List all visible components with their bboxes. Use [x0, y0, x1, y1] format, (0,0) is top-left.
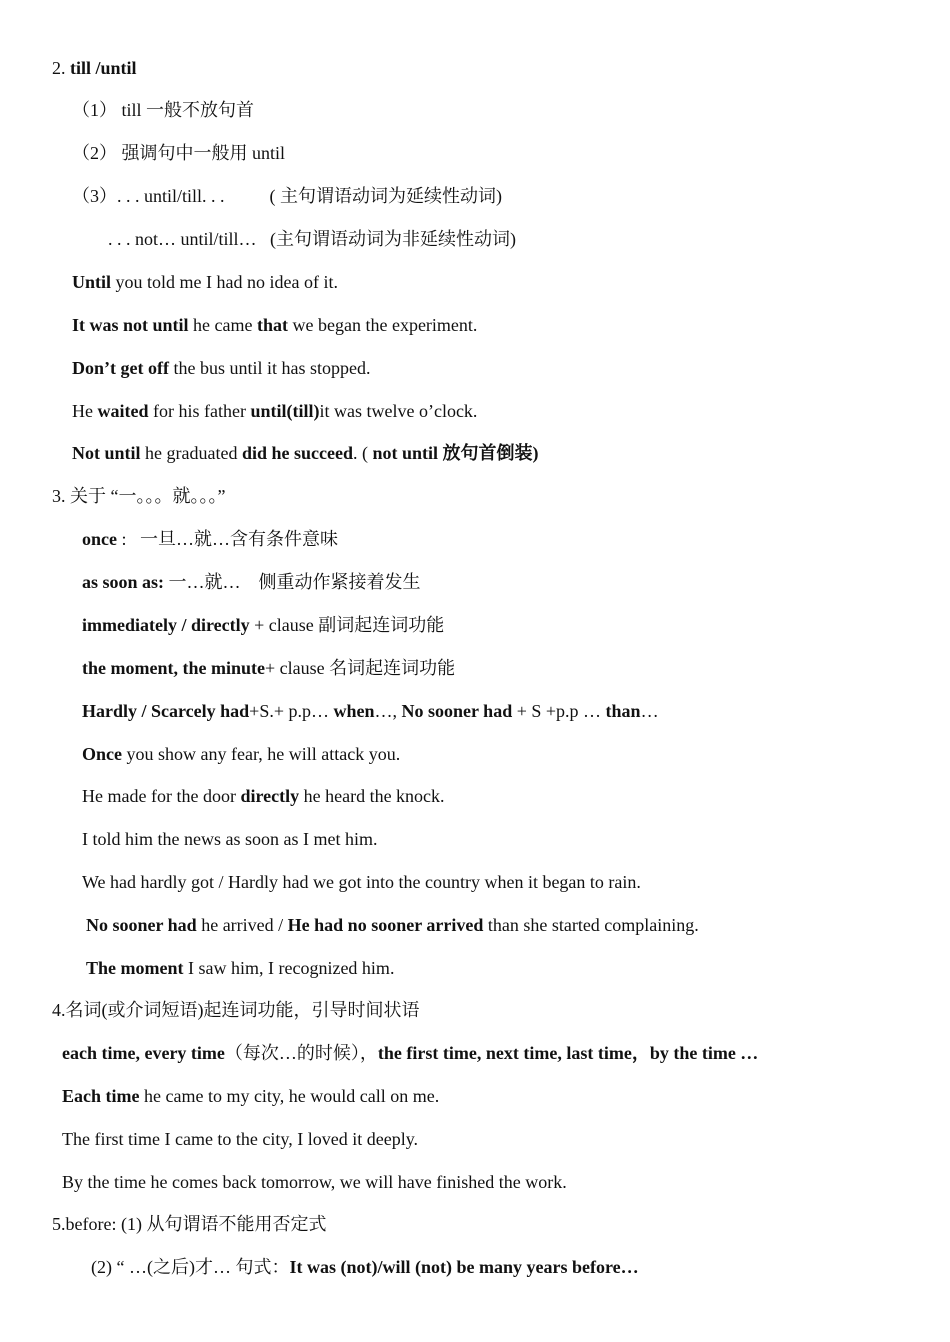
text: it was twelve o’clock. [319, 401, 478, 421]
text: …, [374, 701, 402, 721]
once-example-4 [82, 871, 641, 893]
text: the bus until it has stopped. [168, 358, 371, 378]
once-example-3 [82, 828, 377, 850]
text: I told him the news as soon as I met him. [82, 829, 378, 849]
before-rule-2 [91, 1256, 639, 1278]
nouns-example-1 [62, 1085, 439, 1107]
text: … [640, 701, 659, 721]
text: . . . not… until/till… (主句谓语动词为非延续性动词) [108, 229, 516, 249]
text: than she started complaining. [483, 915, 699, 935]
till-example-4 [72, 400, 477, 422]
once-example-2 [82, 785, 445, 807]
till-rule-3b [108, 228, 516, 250]
bold-text: the first time, next time, last time，by the time … [377, 1043, 759, 1063]
bold-text: Until [72, 272, 112, 292]
bold-text: once [82, 529, 117, 549]
text: （3）. . . until/till. . . ( 主句谓语动词为延续性动词) [72, 186, 502, 206]
bold-text: Hardly / Scarcely had [82, 701, 250, 721]
bold-text: until(till) [250, 401, 320, 421]
text: + clause 副词起连词功能 [249, 615, 445, 635]
text: +S.+ p.p… [249, 701, 334, 721]
till-rule-1 [72, 99, 254, 121]
text: He made for the door [82, 786, 241, 806]
once-example-6 [86, 957, 394, 979]
text: he arrived / [196, 915, 288, 935]
once-example-5 [86, 914, 699, 936]
once-example-1 [82, 743, 400, 765]
text: （每次…的时候）， [224, 1043, 378, 1063]
text: he heard the knock. [299, 786, 445, 806]
text: He [72, 401, 98, 421]
text: for his father [148, 401, 251, 421]
heading-once [52, 485, 225, 507]
bold-text: immediately / directly [82, 615, 250, 635]
bold-text: No sooner had [401, 701, 513, 721]
text: (2) “ …(之后)才… 句式： [91, 1257, 290, 1277]
nouns-example-3 [62, 1171, 567, 1193]
text: 2. [52, 58, 70, 78]
bold-text: not until 放句首倒装) [372, 443, 539, 463]
till-example-5 [72, 442, 539, 464]
text: he came [188, 315, 257, 335]
bold-text: till /until [70, 58, 137, 78]
text: （2） 强调句中一般用 until [72, 143, 286, 163]
bold-text: each time, every time [62, 1043, 225, 1063]
text: 4.名词(或介词短语)起连词功能，引导时间状语 [52, 1000, 420, 1020]
text: I saw him, I recognized him. [183, 958, 395, 978]
till-example-3 [72, 357, 370, 379]
text: 3. 关于 “一。。。就。。。” [52, 486, 226, 506]
bold-text: directly [240, 786, 300, 806]
bold-text: The moment [86, 958, 184, 978]
till-rule-3 [72, 185, 502, 207]
heading-till-until [52, 57, 137, 79]
once-rule-1 [82, 528, 338, 550]
text: By the time he comes back tomorrow, we will have finished the work. [62, 1172, 567, 1192]
heading-nouns [52, 999, 420, 1021]
till-example-1 [72, 271, 338, 293]
text: : 一旦…就…含有条件意味 [117, 529, 339, 549]
nouns-example-2 [62, 1128, 418, 1150]
heading-before [52, 1213, 326, 1235]
text: you show any fear, he will attack you. [122, 744, 401, 764]
bold-text: than [605, 701, 641, 721]
text: + clause 名词起连词功能 [264, 658, 456, 678]
till-example-2 [72, 314, 477, 336]
bold-text: as soon as: [82, 572, 165, 592]
bold-text: waited [97, 401, 149, 421]
text: we began the experiment. [288, 315, 478, 335]
text: he came to my city, he would call on me. [139, 1086, 440, 1106]
bold-text: It was not until [72, 315, 189, 335]
text: he graduated [140, 443, 242, 463]
once-rule-5 [82, 700, 659, 722]
text: you told me I had no idea of it. [111, 272, 338, 292]
till-rule-2 [72, 142, 285, 164]
bold-text: the moment, the minute [82, 658, 265, 678]
text: 一…就… 侧重动作紧接着发生 [164, 572, 421, 592]
once-rule-2 [82, 571, 421, 593]
bold-text: did he succeed [241, 443, 353, 463]
bold-text: Once [82, 744, 122, 764]
text: 5.before: (1) 从句谓语不能用否定式 [52, 1214, 327, 1234]
text: . ( [352, 443, 373, 463]
text: We had hardly got / Hardly had we got into the country when it began to rain. [82, 872, 641, 892]
bold-text: that [257, 315, 288, 335]
nouns-rule [62, 1042, 758, 1064]
once-rule-3 [82, 614, 444, 636]
text: + S +p.p … [512, 701, 606, 721]
bold-text: Not until [72, 443, 141, 463]
bold-text: Each time [62, 1086, 140, 1106]
once-rule-4 [82, 657, 455, 679]
bold-text: It was (not)/will (not) be many years before… [289, 1257, 639, 1277]
bold-text: He had no sooner arrived [287, 915, 484, 935]
bold-text: when [333, 701, 375, 721]
text: （1） till 一般不放句首 [72, 100, 255, 120]
bold-text: Don’t get off [72, 358, 169, 378]
text: The first time I came to the city, I loved it deeply. [62, 1129, 419, 1149]
bold-text: No sooner had [86, 915, 197, 935]
